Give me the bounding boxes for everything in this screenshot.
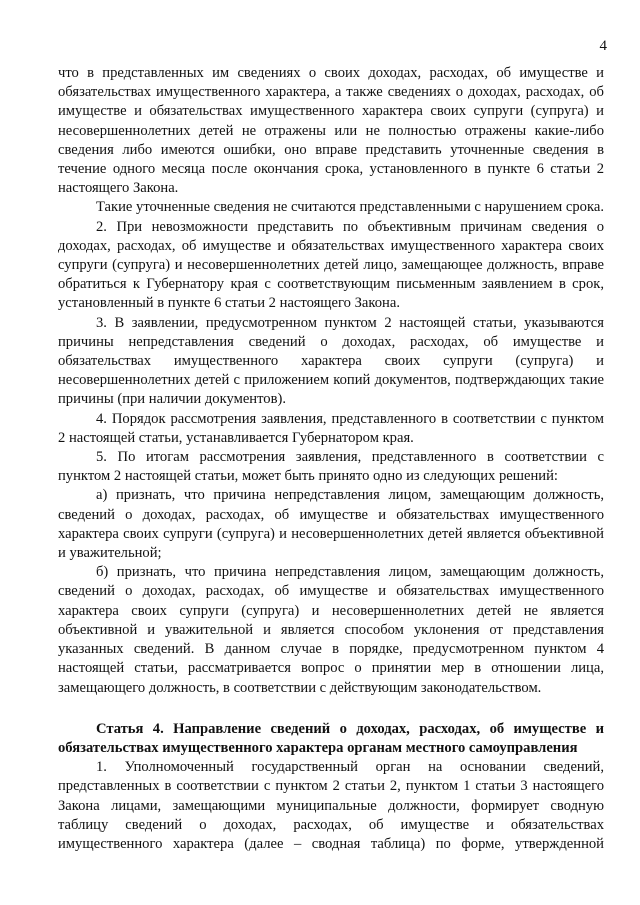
paragraph-clarified-info: Такие уточненные сведения не считаются представленными с нарушением срока. [96,199,604,216]
paragraph-item-2: 2. При невозможности представить по объективным причинам сведения о доходах, расходах, об имуществе и обязательствах имущественного характера своих супруги (супруга) и несовершеннолетних детей лицо, замещающее должность, вправе обратиться к Губернатору края с соответствующим письменным заявлением в срок, установленный в пункте 6 статьи 2 настоящего Закона. [58,218,604,312]
paragraph-item-5: 5. По итогам рассмотрения заявления, представленного в соответствии с пунктом 2 настоящей статьи, может быть принято одно из следующих решений: [58,449,604,485]
article-4-paragraph-1: 1. Уполномоченный государственный орган на основании сведений, представленных в соответствии с пунктом 2 статьи 2, пунктом 1 статьи 3 настоящего Закона лицами, замещающими муниципальные должности, формирует сводную таблицу сведений о доходах, расходах, об имуществе и обязательствах имущественного характера (далее – сводная таблица) по форме, утвержденной [58,759,604,852]
paragraph-decision-a: а) признать, что причина непредставления лицом, замещающим должность, сведений о доходах, расходах, об имуществе и обязательствах имущественного характера своих супруги (супруга) и несовершеннолетних детей является объективной и уважительной; [58,487,604,562]
paragraph-continuation: что в представленных им сведениях о своих доходах, расходах, об имуществе и обязательствах имущественного характера, а также сведениях о доходах, расходах, об имуществе и обязательствах имущественного характера своих супруги (супруга) и несовершеннолетних детей не отражены или не полностью отражены какие-либо сведения либо имеются ошибки, оно вправе представить уточненные сведения в течение одного месяца после окончания срока, установленного в пункте 6 статьи 2 настоящего Закона. [58,65,604,197]
paragraph-item-3: 3. В заявлении, предусмотренном пунктом 2 настоящей статьи, указываются причины непредставления сведений о доходах, расходах, об имуществе и обязательствах имущественного характера своих супруги (супруга) и несовершеннолетних детей с приложением копий документов, подтверждающих такие причины (при наличии документов). [58,314,604,408]
paragraph-decision-b: б) признать, что причина непредставления лицом, замещающим должность, сведений о доходах, расходах, об имуществе и обязательствах имущественного характера своих супруги (супруга) и несовершеннолетних детей не является объективной и уважительной и является способом уклонения от представления указанных сведений. В данном случае в порядке, предусмотренном пунктом 4 настоящей статьи, рассматривается вопрос о принятии мер в отношении лица, замещающего должность, в соответствии с действующим законодательством. [58,564,604,696]
article-4-heading: Статья 4. Направление сведений о доходах, расходах, об имуществе и обязательствах имущественного характера органам местного самоуправления [58,720,604,756]
page-number: 4 [599,38,607,54]
paragraph-item-4: 4. Порядок рассмотрения заявления, представленного в соответствии с пунктом 2 настоящей статьи, устанавливается Губернатором края. [58,410,604,446]
document-body [58,64,604,854]
